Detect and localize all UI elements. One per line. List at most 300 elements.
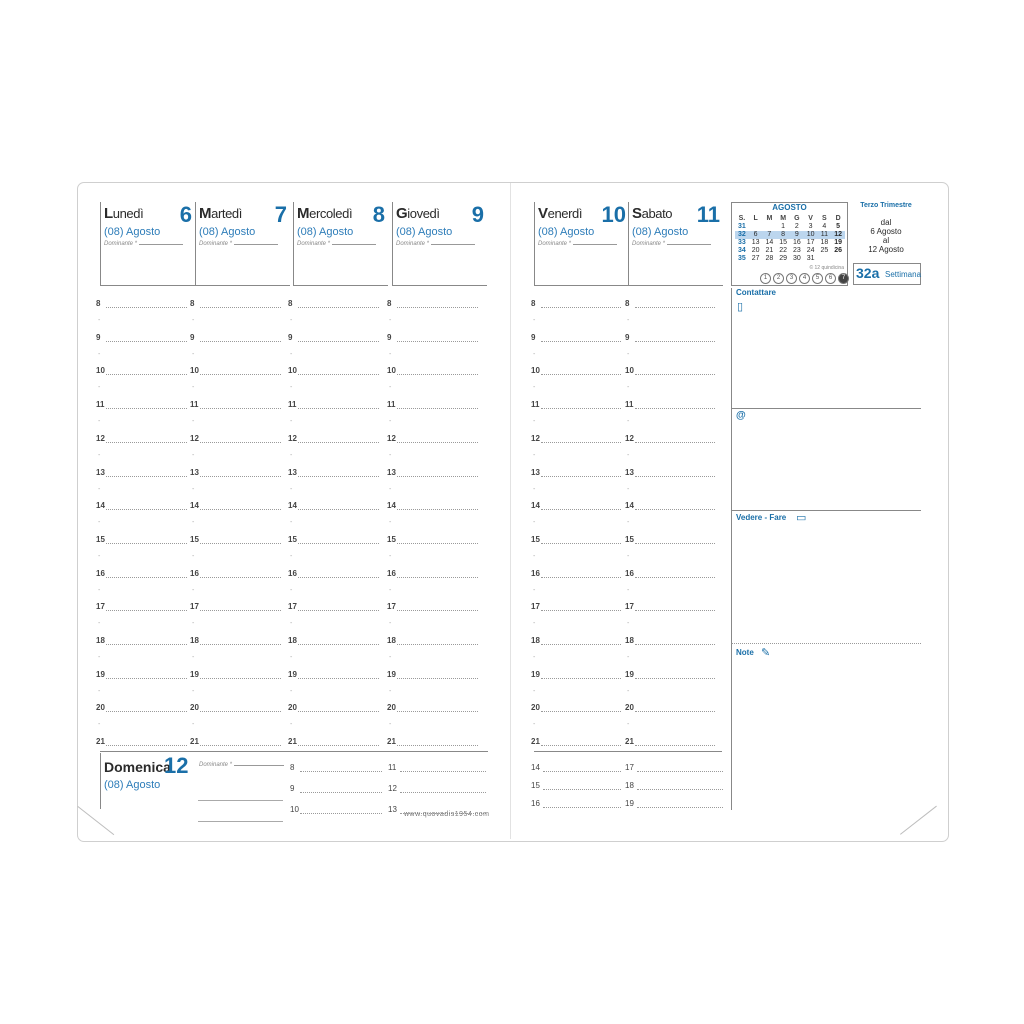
sunday-month: (08) Agosto xyxy=(104,779,161,791)
day-cell: 27 xyxy=(751,255,760,262)
hour-line xyxy=(106,509,187,510)
half-hour-marker: - xyxy=(98,586,101,594)
evening-hour: 17 xyxy=(625,763,634,772)
weekday-circle: 5 xyxy=(812,273,823,284)
day-cell: 8 xyxy=(776,231,790,239)
hour-line xyxy=(541,408,621,409)
hour-label: 21 xyxy=(625,737,634,747)
half-hour-marker: - xyxy=(290,384,293,392)
day-cell: 7 xyxy=(763,231,777,239)
sunday-line xyxy=(300,771,382,772)
hour-line xyxy=(541,610,621,611)
sunday-hour: 12 xyxy=(388,784,397,793)
hour-line xyxy=(200,476,281,477)
evening-hour: 14 xyxy=(531,763,540,772)
half-hour-marker: - xyxy=(192,384,195,392)
weekday-header: S. xyxy=(738,215,746,222)
hour-label: 17 xyxy=(190,602,199,612)
hour-label: 16 xyxy=(190,568,199,578)
day-number: 6 xyxy=(179,202,192,227)
half-hour-marker: - xyxy=(98,721,101,729)
day-cell: 21 xyxy=(765,247,774,254)
dominante-field: Dominante * xyxy=(199,241,278,247)
evening-line xyxy=(637,771,723,772)
day-month: (08) Agosto xyxy=(396,226,453,238)
day-cell: 25 xyxy=(820,247,829,254)
half-hour-marker: - xyxy=(290,485,293,493)
half-hour-marker: - xyxy=(533,485,536,493)
hour-line xyxy=(541,341,621,342)
hour-line xyxy=(106,476,187,477)
hour-label: 20 xyxy=(387,703,396,713)
sunday-hour: 11 xyxy=(388,763,397,772)
hour-label: 12 xyxy=(625,433,634,443)
hour-line xyxy=(397,577,478,578)
hour-label: 21 xyxy=(531,737,540,747)
hour-label: 13 xyxy=(190,467,199,477)
week-badge xyxy=(853,263,921,285)
hour-label: 11 xyxy=(531,400,540,410)
half-hour-marker: - xyxy=(627,317,630,324)
hour-line xyxy=(200,307,281,308)
day-cell: 19 xyxy=(834,239,843,246)
half-hour-marker: - xyxy=(389,317,392,324)
hour-line xyxy=(200,678,281,679)
hour-line xyxy=(541,476,621,477)
half-hour-marker: - xyxy=(533,384,536,392)
hour-label: 15 xyxy=(387,534,396,544)
sunday-name: Domenica xyxy=(104,759,171,775)
hour-line xyxy=(200,374,281,375)
hour-line xyxy=(397,543,478,544)
hour-label: 9 xyxy=(190,332,195,342)
half-hour-marker: - xyxy=(389,519,392,527)
half-hour-marker: - xyxy=(290,350,293,358)
contattare-section xyxy=(731,288,921,409)
day-cell: 18 xyxy=(820,239,829,246)
half-hour-marker: - xyxy=(290,721,293,729)
day-month: (08) Agosto xyxy=(632,226,689,238)
sunday-line xyxy=(300,813,382,814)
day-number: 9 xyxy=(471,202,484,227)
sunday-box xyxy=(100,753,491,809)
hour-line xyxy=(298,745,379,746)
day-cell: 14 xyxy=(765,239,774,246)
hour-line xyxy=(298,442,379,443)
day-header-1 xyxy=(100,202,195,286)
website-url: www.quovadis1954.com xyxy=(404,811,490,818)
half-hour-marker: - xyxy=(533,586,536,594)
hour-label: 20 xyxy=(96,703,105,713)
hour-line xyxy=(635,711,715,712)
half-hour-marker: - xyxy=(98,317,101,324)
half-hour-marker: - xyxy=(192,586,195,594)
half-hour-marker: - xyxy=(533,552,536,560)
half-hour-marker: - xyxy=(389,418,392,426)
hour-line xyxy=(397,442,478,443)
hour-line xyxy=(298,678,379,679)
sunday-hour: 9 xyxy=(290,784,295,793)
hour-line xyxy=(298,509,379,510)
hour-line xyxy=(200,577,281,578)
hour-line xyxy=(635,644,715,645)
quarter-to-date: 12 Agosto xyxy=(868,245,904,254)
half-hour-marker: - xyxy=(627,654,630,661)
mini-calendar-footnote: © 12 quindicina xyxy=(809,265,844,271)
hour-line xyxy=(635,307,715,308)
hour-label: 17 xyxy=(625,602,634,612)
half-hour-marker: - xyxy=(627,485,630,493)
hour-line xyxy=(200,644,281,645)
hour-line xyxy=(635,577,715,578)
sunday-line xyxy=(400,792,486,793)
hour-label: 16 xyxy=(387,568,396,578)
hour-label: 15 xyxy=(531,534,540,544)
hour-label: 14 xyxy=(531,501,540,511)
weekday-circle: 1 xyxy=(760,273,771,284)
half-hour-marker: - xyxy=(98,552,101,560)
half-hour-marker: - xyxy=(290,586,293,594)
hour-label: 18 xyxy=(288,636,297,645)
hour-label: 9 xyxy=(288,332,293,342)
hour-label: 8 xyxy=(96,299,101,308)
hour-line xyxy=(635,509,715,510)
hour-label: 17 xyxy=(531,602,540,612)
hour-label: 12 xyxy=(288,433,297,443)
half-hour-marker: - xyxy=(389,552,392,560)
day-name: Martedì xyxy=(199,205,242,222)
day-cell: 12 xyxy=(831,231,845,239)
half-hour-marker: - xyxy=(290,552,293,560)
evening-line xyxy=(637,789,723,790)
half-hour-marker: - xyxy=(627,586,630,594)
day-cell xyxy=(831,255,845,263)
day-cell: 2 xyxy=(794,223,799,230)
hour-line xyxy=(541,509,621,510)
day-cell: 13 xyxy=(751,239,760,246)
half-hour-marker: - xyxy=(533,418,536,426)
day-cell: 3 xyxy=(808,223,813,230)
hour-label: 14 xyxy=(190,501,199,511)
hour-label: 18 xyxy=(190,636,199,645)
day-header-4 xyxy=(392,202,487,286)
day-cell: 9 xyxy=(790,231,804,239)
day-cell: 20 xyxy=(751,247,760,254)
hour-line xyxy=(635,408,715,409)
half-hour-marker: - xyxy=(627,687,630,695)
hour-line xyxy=(298,341,379,342)
hour-line xyxy=(635,374,715,375)
mini-calendar xyxy=(731,202,848,286)
half-hour-marker: - xyxy=(389,485,392,493)
planner-spine xyxy=(510,183,511,839)
day-cell: 31 xyxy=(806,255,815,262)
weekday-header: G xyxy=(794,215,800,222)
hour-line xyxy=(200,711,281,712)
quarter-from-date: 6 Agosto xyxy=(870,227,902,236)
evening-line xyxy=(637,807,723,808)
hour-line xyxy=(200,408,281,409)
hour-line xyxy=(298,307,379,308)
hour-label: 8 xyxy=(531,299,536,308)
hour-label: 21 xyxy=(387,737,396,747)
half-hour-marker: - xyxy=(627,350,630,358)
hour-label: 11 xyxy=(387,400,396,410)
hour-line xyxy=(200,341,281,342)
half-hour-marker: - xyxy=(192,317,195,324)
hour-label: 20 xyxy=(190,703,199,713)
hour-line xyxy=(106,543,187,544)
half-hour-marker: - xyxy=(533,654,536,661)
half-hour-marker: - xyxy=(192,418,195,426)
week-number-cell: 35 xyxy=(737,255,746,262)
day-cell: 24 xyxy=(806,247,815,254)
half-hour-marker: - xyxy=(533,451,536,459)
hour-line xyxy=(635,543,715,544)
hour-line xyxy=(298,610,379,611)
hour-line xyxy=(200,509,281,510)
evening-hour: 15 xyxy=(531,781,540,790)
day-name: Mercoledì xyxy=(297,205,353,222)
weekday-circle: 7 xyxy=(838,273,849,284)
hour-label: 10 xyxy=(531,366,540,376)
hour-label: 21 xyxy=(288,737,297,747)
separator-line xyxy=(534,751,722,752)
hour-line xyxy=(397,341,478,342)
hour-label: 16 xyxy=(531,568,540,578)
hour-label: 16 xyxy=(625,568,634,578)
half-hour-marker: - xyxy=(192,350,195,358)
dominante-field: Dominante * xyxy=(538,241,617,247)
hour-label: 17 xyxy=(288,602,297,612)
dominante-field: Dominante * xyxy=(396,241,475,247)
dominante-field: Dominante * xyxy=(297,241,376,247)
mini-calendar-week-row xyxy=(735,223,845,231)
hour-line xyxy=(298,543,379,544)
day-cell: 17 xyxy=(806,239,815,246)
day-cell xyxy=(763,223,777,231)
hour-label: 20 xyxy=(531,703,540,713)
hour-label: 13 xyxy=(531,467,540,477)
half-hour-marker: - xyxy=(290,620,293,628)
half-hour-marker: - xyxy=(533,317,536,324)
evening-hour: 16 xyxy=(531,799,540,808)
mini-calendar-grid xyxy=(735,215,845,263)
hour-line xyxy=(635,442,715,443)
hour-line xyxy=(397,610,478,611)
hour-label: 15 xyxy=(96,534,105,544)
weekday-header: M xyxy=(780,215,787,222)
evening-line xyxy=(543,771,621,772)
hour-label: 12 xyxy=(190,433,199,443)
hour-label: 20 xyxy=(288,703,297,713)
half-hour-marker: - xyxy=(98,350,101,358)
hour-line xyxy=(298,711,379,712)
hour-label: 11 xyxy=(625,400,634,410)
weekday-circle: 3 xyxy=(786,273,797,284)
half-hour-marker: - xyxy=(389,654,392,661)
hour-label: 8 xyxy=(625,299,630,308)
hour-label: 10 xyxy=(387,366,396,376)
hour-line xyxy=(106,442,187,443)
day-cell: 15 xyxy=(779,239,788,246)
week-number-cell: 33 xyxy=(737,239,746,246)
half-hour-marker: - xyxy=(192,687,195,695)
hour-line xyxy=(541,711,621,712)
hour-label: 13 xyxy=(625,467,634,477)
half-hour-marker: - xyxy=(627,451,630,459)
hour-line xyxy=(635,678,715,679)
half-hour-marker: - xyxy=(98,384,101,392)
hour-line xyxy=(106,307,187,308)
hour-label: 19 xyxy=(96,669,105,679)
half-hour-marker: - xyxy=(533,350,536,358)
week-label: Settimana xyxy=(885,270,922,279)
weekday-header: S xyxy=(822,215,827,222)
hour-line xyxy=(635,476,715,477)
hour-line xyxy=(298,577,379,578)
half-hour-marker: - xyxy=(192,721,195,729)
hour-label: 18 xyxy=(387,636,396,645)
weekday-header: D xyxy=(835,215,841,222)
quarter-range xyxy=(853,218,919,254)
hour-line xyxy=(298,374,379,375)
half-hour-marker: - xyxy=(192,654,195,661)
weekday-circle: 2 xyxy=(773,273,784,284)
day-month: (08) Agosto xyxy=(297,226,354,238)
day-header-1 xyxy=(534,202,629,286)
day-cell: 10 xyxy=(804,231,818,239)
dominante-field: Dominante * xyxy=(632,241,711,247)
hour-label: 19 xyxy=(387,669,396,679)
sunday-write-line xyxy=(198,800,283,801)
hour-line xyxy=(106,644,187,645)
half-hour-marker: - xyxy=(533,687,536,695)
hour-line xyxy=(397,307,478,308)
sunday-number: 12 xyxy=(164,753,189,778)
hour-label: 12 xyxy=(96,433,105,443)
evening-hour: 18 xyxy=(625,781,634,790)
day-cell: 11 xyxy=(818,231,832,239)
hour-label: 10 xyxy=(190,366,199,376)
half-hour-marker: - xyxy=(627,418,630,426)
half-hour-marker: - xyxy=(389,451,392,459)
hour-label: 17 xyxy=(96,602,105,612)
weekday-circles xyxy=(760,273,851,283)
half-hour-marker: - xyxy=(389,721,392,729)
day-month: (08) Agosto xyxy=(538,226,595,238)
half-hour-marker: - xyxy=(192,552,195,560)
hour-label: 15 xyxy=(625,534,634,544)
hour-label: 8 xyxy=(288,299,293,308)
quarter-title: Terzo Trimestre xyxy=(860,202,912,209)
hour-label: 19 xyxy=(288,669,297,679)
half-hour-marker: - xyxy=(192,519,195,527)
half-hour-marker: - xyxy=(389,350,392,358)
hour-line xyxy=(106,408,187,409)
week-number-cell: 32 xyxy=(735,231,749,239)
hour-label: 16 xyxy=(288,568,297,578)
hour-line xyxy=(106,341,187,342)
week-number: 32a xyxy=(856,265,880,281)
hour-label: 10 xyxy=(96,366,105,376)
day-cell: 16 xyxy=(792,239,801,246)
hour-line xyxy=(541,307,621,308)
half-hour-marker: - xyxy=(290,418,293,426)
note-title: Note xyxy=(736,648,754,657)
hour-line xyxy=(397,509,478,510)
hour-line xyxy=(397,711,478,712)
hour-line xyxy=(397,408,478,409)
hour-line xyxy=(541,644,621,645)
hour-label: 9 xyxy=(96,332,101,342)
half-hour-marker: - xyxy=(98,451,101,459)
hour-label: 15 xyxy=(190,534,199,544)
hour-line xyxy=(397,678,478,679)
day-name: Giovedì xyxy=(396,205,440,222)
half-hour-marker: - xyxy=(98,687,101,695)
day-month: (08) Agosto xyxy=(199,226,256,238)
pen-icon: ✎ xyxy=(761,647,771,659)
hour-label: 11 xyxy=(96,400,105,410)
hour-line xyxy=(106,374,187,375)
day-cell: 30 xyxy=(792,255,801,262)
vedere-fare-section xyxy=(731,513,921,644)
half-hour-marker: - xyxy=(192,485,195,493)
day-number: 8 xyxy=(372,202,385,227)
day-cell: 4 xyxy=(822,223,827,230)
evening-line xyxy=(543,789,621,790)
day-cell: 1 xyxy=(781,223,786,230)
hour-label: 18 xyxy=(625,636,634,645)
hour-line xyxy=(200,442,281,443)
half-hour-marker: - xyxy=(389,620,392,628)
contattare-title: Contattare xyxy=(736,288,777,297)
email-section xyxy=(731,410,921,511)
day-header-2 xyxy=(628,202,723,286)
half-hour-marker: - xyxy=(290,317,293,324)
day-cell: 26 xyxy=(834,247,843,254)
mini-calendar-week-row xyxy=(735,247,845,255)
day-cell: 28 xyxy=(765,255,774,262)
mini-calendar-header-row xyxy=(735,215,845,223)
hour-label: 14 xyxy=(387,501,396,511)
sunday-line xyxy=(300,792,382,793)
half-hour-marker: - xyxy=(533,721,536,729)
hour-label: 19 xyxy=(190,669,199,679)
hour-line xyxy=(541,745,621,746)
hour-label: 10 xyxy=(625,366,634,376)
weekday-header: M xyxy=(766,215,773,222)
half-hour-marker: - xyxy=(627,519,630,527)
half-hour-marker: - xyxy=(533,519,536,527)
mini-calendar-week-row xyxy=(735,239,845,247)
hour-label: 10 xyxy=(288,366,297,376)
half-hour-marker: - xyxy=(389,586,392,594)
week-number-cell: 34 xyxy=(737,247,746,254)
hour-label: 13 xyxy=(387,467,396,477)
hour-label: 12 xyxy=(387,433,396,443)
dominante-field: Dominante * xyxy=(104,241,183,247)
half-hour-marker: - xyxy=(98,620,101,628)
day-number: 10 xyxy=(601,202,626,227)
hour-line xyxy=(106,745,187,746)
hour-label: 8 xyxy=(387,299,392,308)
hour-line xyxy=(200,745,281,746)
hour-label: 20 xyxy=(625,703,634,713)
hour-line xyxy=(635,341,715,342)
hour-line xyxy=(397,644,478,645)
